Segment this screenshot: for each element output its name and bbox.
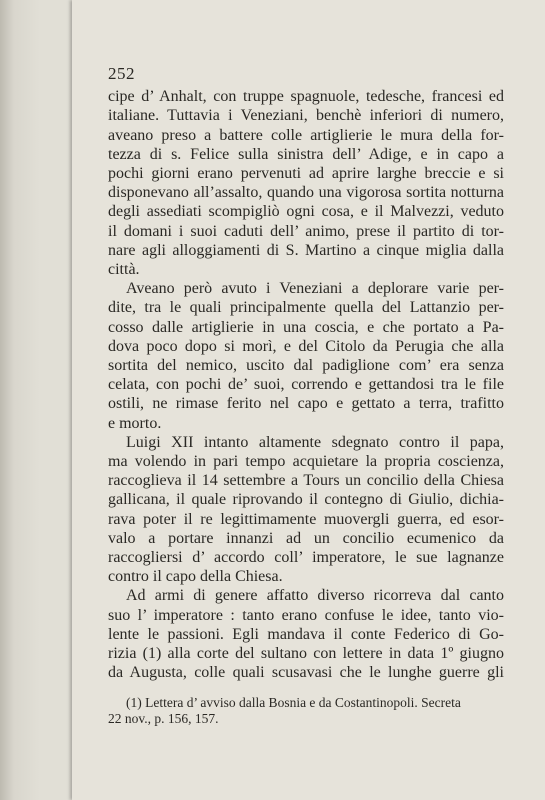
- text-line: raccoglieva il 14 settembre a Tours un concilio della Chiesa: [108, 472, 504, 490]
- text-line: Ad armi di genere affatto diverso ricorreva dal canto: [126, 587, 504, 605]
- text-line: raccogliersi d’ accordo coll’ imperatore, le sue lagnanze: [108, 549, 504, 567]
- footnote-line: (1) Lettera d’ avviso dalla Bosnia e da Costantinopoli. Secreta: [126, 694, 461, 710]
- text-line: suo l’ imperatore : tanto erano confuse le idee, tanto vio-: [108, 606, 504, 624]
- footnote: [108, 695, 504, 727]
- text-line: tezza di s. Felice sulla sinistra dell’ Adige, e in capo a: [108, 145, 504, 163]
- paragraph-1: [108, 87, 504, 279]
- text-line: lente le passioni. Egli mandava il conte Federico di Go-: [108, 625, 504, 643]
- paragraph-2: [108, 279, 504, 433]
- text-line: contro il capo della Chiesa.: [108, 568, 283, 586]
- text-line: disponevano all’assalto, quando una vigorosa sortita notturna: [108, 184, 504, 202]
- text-line: cosso dalle artiglierie in una coscia, e che portato a Pa-: [108, 318, 504, 336]
- text-line: dova poco dopo si morì, e del Citolo da Perugia che alla: [108, 337, 504, 355]
- text-line: cipe d’ Anhalt, con truppe spagnuole, tedesche, francesi ed: [108, 88, 504, 106]
- text-line: ostili, ne rimase ferito nel capo e gettato a terra, trafitto: [108, 395, 504, 413]
- text-line: nare agli alloggiamenti di S. Martino a cinque miglia dalla: [108, 241, 504, 259]
- text-line: celata, con pochi de’ suoi, correndo e gettandosi tra le file: [108, 376, 504, 394]
- page-number: 252: [108, 64, 135, 83]
- text-line: rava poter il re legittimamente muovergli guerra, ed esor-: [108, 510, 504, 528]
- text-line: città.: [108, 261, 140, 279]
- text-line: italiane. Tuttavia i Veneziani, benchè inferiori di numero,: [108, 107, 504, 125]
- text-line: Aveano però avuto i Veneziani a deplorare varie per-: [126, 280, 504, 298]
- text-line: e morto.: [108, 414, 162, 432]
- text-line: degli assediati scompigliò ogni cosa, e il Malvezzi, veduto: [108, 203, 504, 221]
- text-line: sortita del nemico, uscito dal padiglione com’ era senza: [108, 357, 504, 375]
- paragraph-4: [108, 586, 504, 682]
- text-line: valo a portare innanzi ad un concilio ecumenico da: [108, 529, 504, 547]
- text-line: da Augusta, colle quali scusavasi che le lunghe guerre gli: [108, 664, 504, 682]
- paragraph-3: [108, 433, 504, 587]
- text-line: Luigi XII intanto altamente sdegnato contro il papa,: [126, 433, 504, 451]
- text-line: ma volendo in pari tempo acquietare la propria coscienza,: [108, 453, 504, 471]
- text-line: il domani i suoi caduti dell’ animo, prese il partito di tor-: [108, 222, 504, 240]
- page-text: [108, 64, 504, 727]
- footnote-line: 22 nov., p. 156, 157.: [108, 710, 219, 726]
- text-line: pochi giorni erano pervenuti ad aprire larghe breccie e si: [108, 165, 504, 183]
- text-line: gallicana, il quale riprovando il contegno di Giulio, dichia-: [108, 491, 504, 509]
- text-line: dite, tra le quali principalmente quella del Lattanzio per-: [108, 299, 504, 317]
- text-line: rizia (1) alla corte del sultano con lettere in data 1º giugno: [108, 645, 504, 663]
- text-line: aveano preso a battere colle artiglierie le mura della for-: [108, 126, 504, 144]
